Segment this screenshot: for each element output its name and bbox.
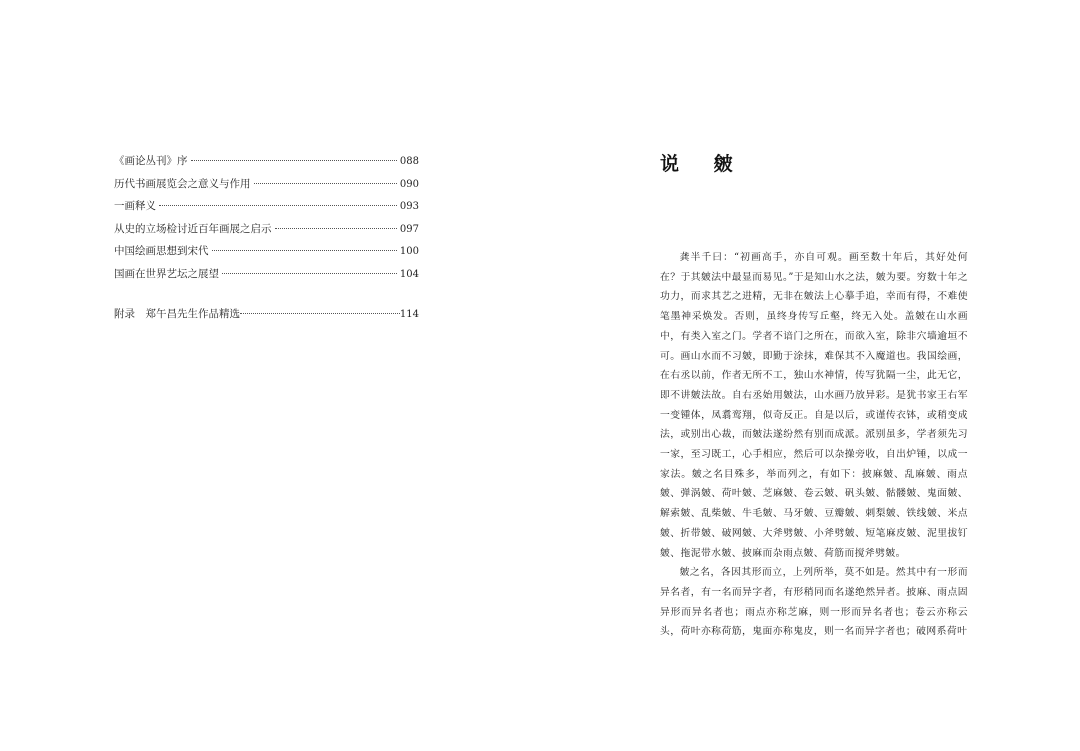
table-of-contents <box>114 150 419 326</box>
toc-dot-leader <box>212 250 397 251</box>
toc-entry[interactable] <box>114 173 419 196</box>
toc-dot-leader <box>240 313 400 314</box>
toc-entry[interactable] <box>114 240 419 263</box>
essay-body <box>660 248 968 642</box>
toc-entry[interactable] <box>114 150 419 173</box>
toc-entry[interactable] <box>114 263 419 286</box>
toc-entry-page: 097 <box>399 223 419 235</box>
toc-appendix-title: 附录 郑午昌先生作品精选 <box>114 308 240 320</box>
toc-entry[interactable] <box>114 218 419 241</box>
toc-entry-title: 《画论丛刊》序 <box>114 155 188 167</box>
essay-title: 说 皴 <box>660 153 747 175</box>
toc-entry-page: 093 <box>399 201 419 212</box>
toc-entry-page: 104 <box>399 268 419 280</box>
toc-dot-leader <box>191 160 397 161</box>
toc-entry-page: 100 <box>399 246 419 257</box>
toc-appendix-entry[interactable] <box>114 303 419 326</box>
right-page <box>540 0 1080 751</box>
toc-dot-leader <box>222 273 397 274</box>
toc-entry-title: 国画在世界艺坛之展望 <box>114 267 219 280</box>
toc-entry-title: 一画释义 <box>114 200 156 212</box>
toc-entry-page: 088 <box>399 156 419 167</box>
toc-entry-page: 090 <box>399 178 419 190</box>
toc-entry-title: 从史的立场检讨近百年画展之启示 <box>114 222 272 235</box>
toc-dot-leader <box>275 228 397 229</box>
toc-dot-leader <box>159 205 397 206</box>
essay-paragraph: 龚半千曰：“初画高手，亦自可观。画至数十年后，其好处何在？于其皴法中最显而易见。”于是知山水之法，皴为要。穷数十年之功力，而求其艺之进精，无非在皴法上心摹手追，幸而有得，不难使笔墨神采焕发。否则，虽终身传写丘壑，终无入处。盖皴在山水画中，有类入室之门。学者不谙门之所在，而欲入室，除非穴墙逾垣不可。画山水而不习皴，即勤于涂抹，难保其不入魔道也。我国绘画，在右丞以前，作者无所不工，独山水神情，传写犹隔一尘，此无它，即不讲皴法故。自右丞始用皴法，山水画乃放异彩。是犹书家王右军一变锺体，凤翥鸾翔，似奇反正。自是以后，或谨传衣钵，或稍变成法，或别出心裁，而皴法遂纷然有别而成派。派别虽多，学者须先习一家，至习既工，心手相应，然后可以杂操旁收，自出炉锤，以成一家法。皴之名目殊多，举而列之，有如下：披麻皴、乱麻皴、雨点皴、弹涡皴、荷叶皴、芝麻皴、卷云皴、矾头皴、骷髅皴、鬼面皴、解索皴、乱柴皴、牛毛皴、马牙皴、豆瓣皴、刺梨皴、铁线皴、米点皴、折带皴、破网皴、大斧劈皴、小斧劈皴、短笔麻皮皴、泥里拔钉皴、拖泥带水皴、披麻而杂雨点皴、荷筋而搅斧劈皴。 <box>660 252 968 559</box>
essay-paragraph: 皴之名，各因其形而立，上列所举，莫不如是。然其中有一形而异名者，有一名而异字者，有形稍同而名遂绝然异者。披麻、雨点固异形而异名者也；雨点亦称芝麻，则一形而异名者也；卷云亦称云头，荷叶亦称荷筋，鬼面亦称鬼皮，则一名而异字者也；破网系荷叶 <box>660 567 968 638</box>
toc-dot-leader <box>254 183 397 184</box>
toc-entry-title: 中国绘画思想到宋代 <box>114 245 209 257</box>
toc-entry[interactable] <box>114 195 419 218</box>
toc-entry-title: 历代书画展览会之意义与作用 <box>114 177 251 190</box>
toc-appendix-page: 114 <box>399 309 419 320</box>
